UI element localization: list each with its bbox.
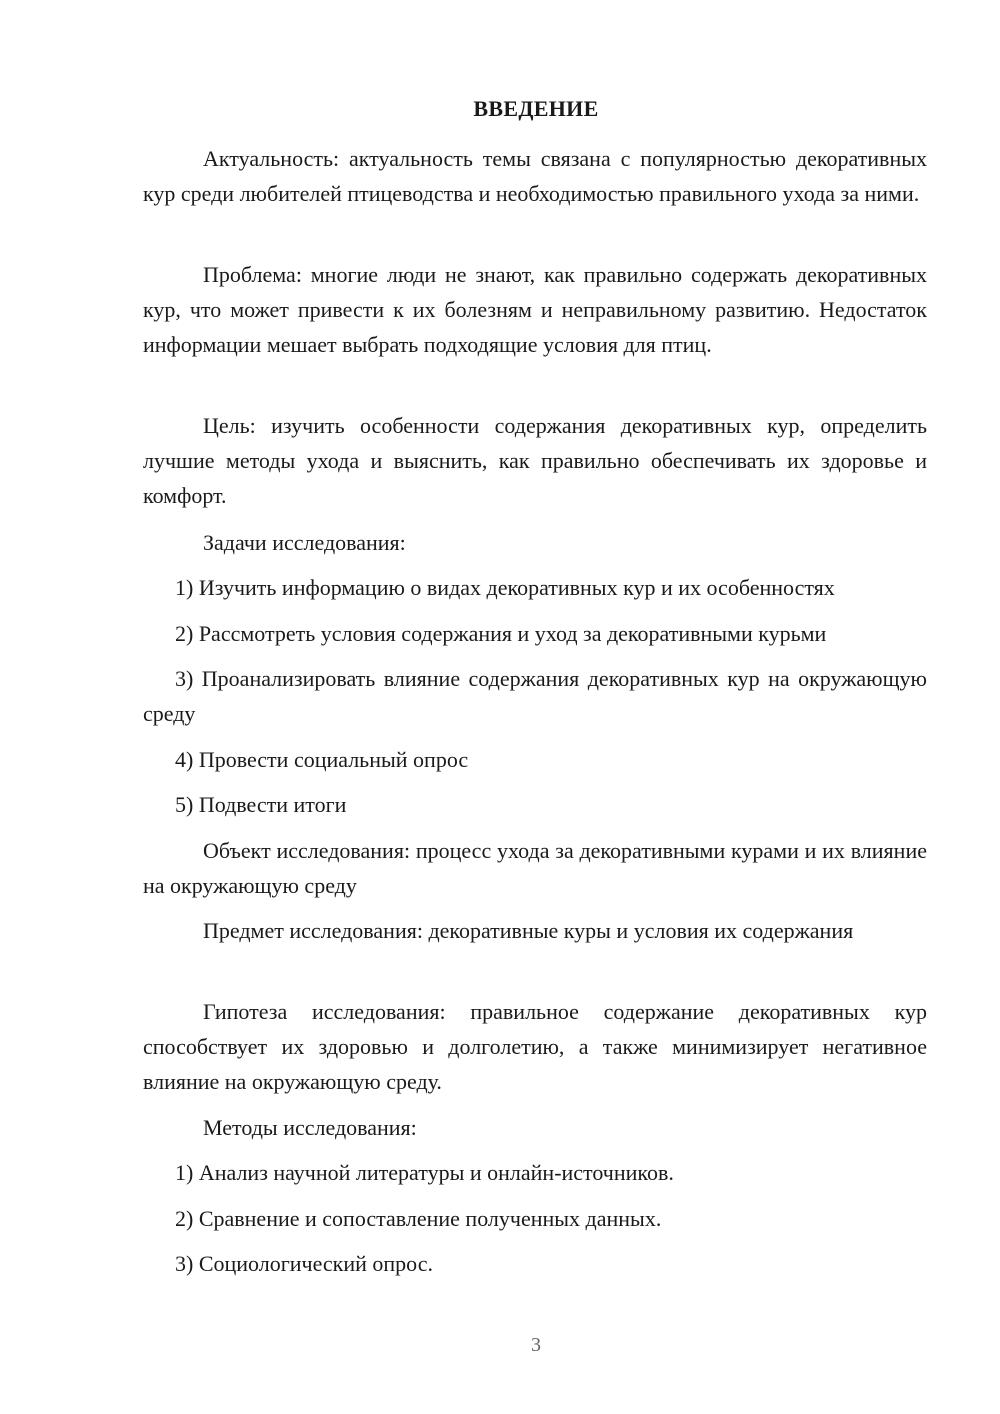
goal-paragraph: Цель: изучить особенности содержания декоративных кур, определить лучшие методы ухода и выяснить, как правильно обеспечивать их здоровье и комфорт. [143, 413, 927, 508]
hypothesis-paragraph: Гипотеза исследования: правильное содержание декоративных кур способствует их здоровью и долголетию, а также минимизирует негативное влияние на окружающую среду. [143, 999, 927, 1094]
page-number: 3 [531, 1334, 541, 1356]
relevance-paragraph: Актуальность: актуальность темы связана с популярностью декоративных кур среди любителей птицеводства и необходимостью правильного ухода за ними. [143, 146, 927, 206]
method-item: 3) Социологический опрос. [175, 1251, 433, 1276]
task-item: 3) Проанализировать влияние содержания декоративных кур на окружающую среду [143, 666, 927, 726]
method-item: 1) Анализ научной литературы и онлайн-источников. [175, 1160, 674, 1185]
task-item: 2) Рассмотреть условия содержания и уход за декоративными курьми [175, 621, 827, 646]
methods-heading: Методы исследования: [203, 1115, 417, 1140]
task-item: 5) Подвести итоги [175, 792, 347, 817]
problem-paragraph: Проблема: многие люди не знают, как правильно содержать декоративных кур, что может привести к их болезням и неправильному развитию. Недостаток информации мешает выбрать подходящие условия для птиц. [143, 262, 927, 357]
object-paragraph: Объект исследования: процесс ухода за декоративными курами и их влияние на окружающую среду [143, 838, 927, 898]
page-title: ВВЕДЕНИЕ [473, 96, 599, 121]
tasks-heading: Задачи исследования: [203, 530, 406, 555]
task-item: 4) Провести социальный опрос [175, 747, 469, 772]
subject-paragraph: Предмет исследования: декоративные куры и условия их содержания [203, 918, 854, 943]
task-item: 1) Изучить информацию о видах декоративных кур и их особенностях [175, 575, 835, 600]
method-item: 2) Сравнение и сопоставление полученных данных. [175, 1206, 662, 1231]
